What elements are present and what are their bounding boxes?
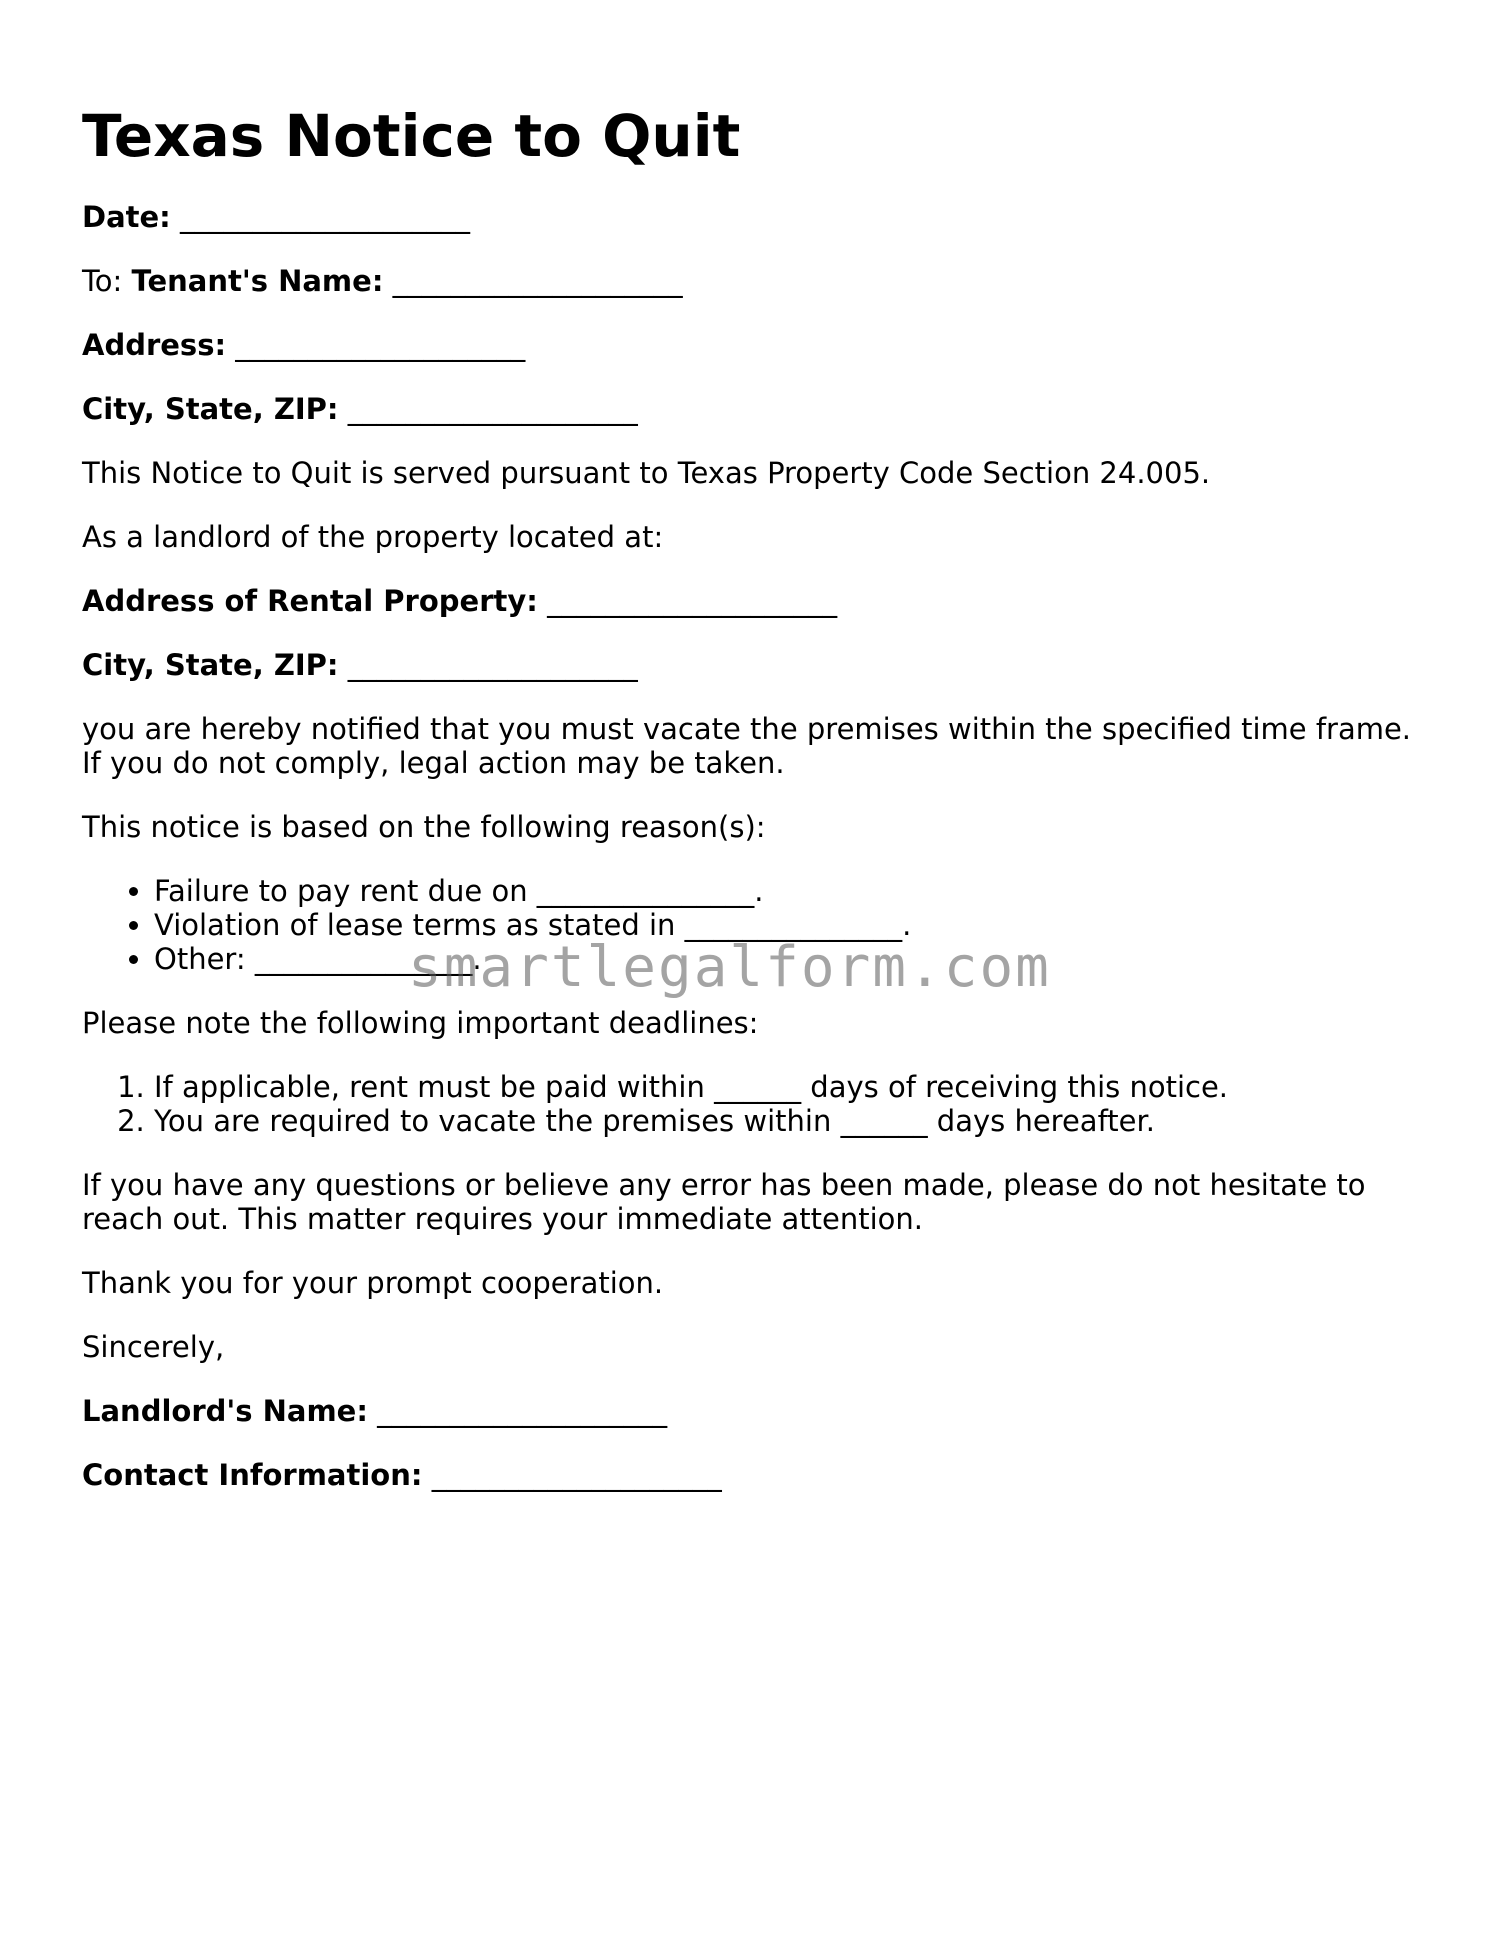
document-page [82, 100, 1412, 1522]
contact-info-line [82, 1458, 1412, 1492]
reason-item: • Violation of lease terms as stated in _______________. [154, 908, 1412, 942]
landlord-name-line [82, 1394, 1412, 1428]
contact-info-label: Contact Information: [82, 1458, 423, 1492]
reasons-list [82, 874, 1412, 976]
reasons-intro: This notice is based on the following reason(s): [82, 810, 766, 844]
reason-item: • Other: _______________. [154, 942, 1412, 976]
tenant-name-blank: ____________________ [392, 264, 683, 298]
city-state-zip-line [82, 392, 1412, 426]
closing: Sincerely, [82, 1330, 225, 1364]
landlord-intro-paragraph: As a landlord of the property located at: [82, 520, 664, 554]
city-state-zip-label: City, State, ZIP: [82, 392, 339, 426]
tenant-name-label: Tenant's Name: [131, 264, 384, 298]
reason-item: • Failure to pay rent due on _______________. [154, 874, 1412, 908]
thanks-paragraph: Thank you for your prompt cooperation. [82, 1266, 664, 1300]
deadline-item: 2. You are required to vacate the premises within ______ days hereafter. [154, 1104, 1412, 1138]
rental-address-line [82, 584, 1412, 618]
deadlines-list [82, 1070, 1412, 1138]
rental-address-blank: ____________________ [547, 584, 838, 618]
landlord-name-label: Landlord's Name: [82, 1394, 368, 1428]
landlord-name-blank: ____________________ [377, 1394, 668, 1428]
address-line [82, 328, 1412, 362]
rental-address-label: Address of Rental Property: [82, 584, 538, 618]
watermark: smartlegalform.com [408, 935, 1051, 1000]
document-title: Texas Notice to Quit [82, 102, 741, 170]
to-prefix: To: [82, 264, 123, 298]
city-state-zip-blank: ____________________ [347, 392, 638, 426]
contact-info-blank: ____________________ [431, 1458, 722, 1492]
address-label: Address: [82, 328, 227, 362]
deadlines-intro: Please note the following important deadlines: [82, 1006, 759, 1040]
rental-city-state-zip-blank: ____________________ [347, 648, 638, 682]
questions-paragraph: If you have any questions or believe any error has been made, please do not hesitate to reach out. This matter requires your immediate attention. [82, 1168, 1366, 1236]
pursuant-paragraph: This Notice to Quit is served pursuant to Texas Property Code Section 24.005. [82, 456, 1211, 490]
date-blank: ____________________ [180, 200, 470, 234]
tenant-name-line [82, 264, 1412, 298]
vacate-paragraph: you are hereby notified that you must vacate the premises within the specified time frame. If you do not comply, legal action may be taken. [82, 712, 1412, 780]
deadline-item: 1. If applicable, rent must be paid within ______ days of receiving this notice. [154, 1070, 1412, 1104]
rental-city-state-zip-line [82, 648, 1412, 682]
address-blank: ____________________ [235, 328, 526, 362]
date-label: Date: [82, 200, 171, 234]
date-line [82, 200, 1412, 234]
rental-city-state-zip-label: City, State, ZIP: [82, 648, 339, 682]
